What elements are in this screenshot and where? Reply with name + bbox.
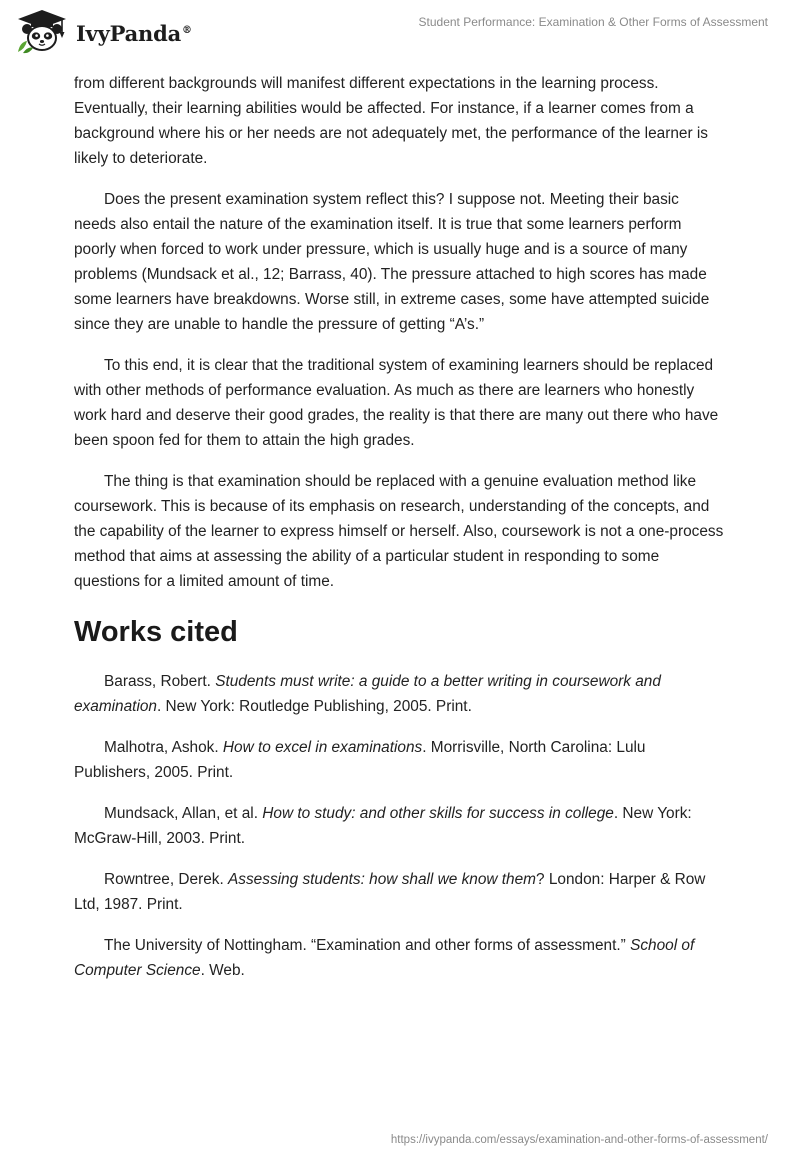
source-url-link[interactable]: https://ivypanda.com/essays/examination-and-other-forms-of-assessment/ [390, 1134, 768, 1146]
panda-graduate-icon [14, 8, 70, 54]
paragraph-continued: from different backgrounds will manifest different expectations in the learning process. Eventually, their learning abilities would be affected. For instance, if a learner comes from a background where his or her needs are not adequately met, the performance of the learner is likely to deteriorate. [74, 75, 708, 167]
essay-content [74, 71, 724, 999]
citation-title: Students must write: a guide to a better writing in coursework and examination [74, 673, 661, 715]
citation-entry: Mundsack, Allan, et al. How to study: and other skills for success in college. New York: McGraw-Hill, 2003. Print. [74, 805, 692, 847]
citation-title: How to study: and other skills for success in college [262, 805, 614, 822]
citation-entry: Barass, Robert. Students must write: a guide to a better writing in coursework and examination. New York: Routledge Publishing, 2005. Print. [74, 673, 661, 715]
paragraph: The thing is that examination should be replaced with a genuine evaluation method like coursework. This is because of its emphasis on research, understanding of the concepts, and the capability of the learner to express himself or herself. Also, coursework is not a one-process method that aims at assessing the ability of a particular student in responding to some questions for a limited amount of time. [74, 473, 724, 590]
citation-entry: Malhotra, Ashok. How to excel in examinations. Morrisville, North Carolina: Lulu Publishers, 2005. Print. [74, 739, 646, 781]
document-title: Student Performance: Examination & Other Forms of Assessment [418, 15, 768, 29]
brand-name: IvyPanda® [76, 20, 192, 46]
brand-logo[interactable] [14, 8, 192, 54]
registered-mark: ® [182, 24, 192, 36]
paragraph: To this end, it is clear that the traditional system of examining learners should be replaced with other methods of performance evaluation. As much as there are learners who honestly work hard and deserve their good grades, the reality is that there are many out there who have been spoon fed for them to attain the high grades. [74, 357, 719, 449]
citation-title: Assessing students: how shall we know them [228, 871, 536, 888]
citation-entry: Rowntree, Derek. Assessing students: how shall we know them? London: Harper & Row Ltd, 1987. Print. [74, 871, 706, 913]
page-header [0, 0, 800, 62]
citation-entry: The University of Nottingham. “Examination and other forms of assessment.” School of Computer Science. Web. [74, 937, 695, 979]
citation-title: School of Computer Science [74, 937, 695, 979]
citation-title: How to excel in examinations [222, 739, 423, 756]
paragraph: Does the present examination system reflect this? I suppose not. Meeting their basic needs also entail the nature of the examination itself. It is true that some learners perform poorly when forced to work under pressure, which is usually huge and is a source of many problems (Mundsack et al., 12; Barrass, 40). The pressure attached to high scores has made some learners have breakdowns. Worse still, in extreme cases, some have attempted suicide since they are unable to handle the pressure of getting “A’s.” [74, 191, 710, 333]
works-cited-heading: Works cited [74, 616, 238, 648]
